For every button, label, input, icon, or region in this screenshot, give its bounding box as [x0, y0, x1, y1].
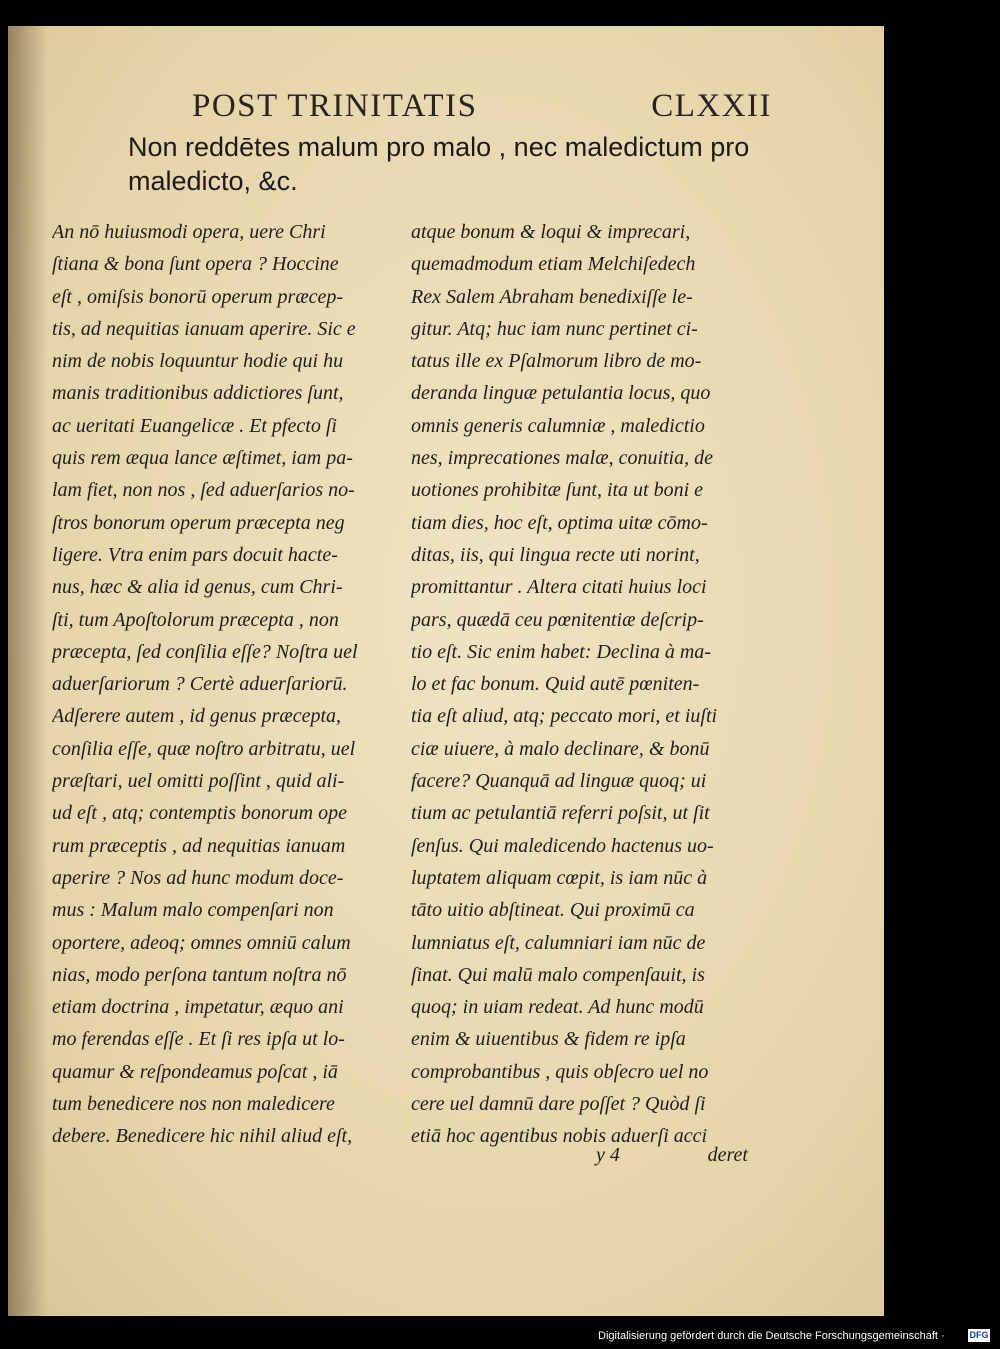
text-line: quis rem æqua lance æſtimet, iam pa- [52, 447, 353, 470]
text-line: nim de nobis loquuntur hodie qui hu [52, 350, 344, 373]
text-line: Rex Salem Abraham benedixiſſe le- [411, 285, 693, 308]
text-line: mo ferendas eſſe . Et ſi res ipſa ut lo- [52, 1028, 345, 1051]
text-line: tāto uitio abſtineat. Qui proximū ca [411, 899, 695, 922]
catchword: deret [707, 1144, 748, 1166]
text-line: cere uel damnū dare poſſet ? Quòd ſi [411, 1093, 706, 1116]
heading-line: maledicto, &c. [128, 166, 298, 196]
folio-number: CLXXII [651, 88, 772, 124]
text-line: aduerſariorum ? Certè aduerſariorū. [52, 673, 348, 696]
text-line: præſtari, uel omitti poſſint , quid ali- [52, 770, 345, 793]
dfg-logo: DFG [969, 1330, 989, 1340]
text-line: deranda linguæ petulantia locus, quo [411, 382, 711, 405]
text-line: ſtros bonorum operum præcepta neg [52, 511, 345, 534]
text-line: præcepta, ſed conſilia eſſe? Noſtra uel [52, 640, 358, 663]
text-line: uotiones prohibitæ ſunt, ita ut boni e [411, 479, 704, 502]
text-line: mus : Malum malo compenſari non [52, 899, 334, 922]
text-line: tiam dies, hoc eſt, optima uitæ cōmo- [411, 511, 708, 534]
text-line: rum præceptis , ad nequitias ianuam [52, 834, 346, 857]
text-line: tium ac petulantiā referri poſsit, ut ſit [411, 802, 710, 825]
text-line: tia eſt aliud, atq; peccato mori, et iuſti [411, 705, 718, 728]
text-line: comprobantibus , quis obſecro uel no [411, 1060, 709, 1083]
running-head [192, 88, 772, 128]
text-line: etiā hoc agentibus nobis aduerſi acci [411, 1125, 708, 1148]
text-line: enim & uiuentibus & fidem re ipſa [411, 1028, 686, 1051]
section-heading [128, 130, 768, 198]
book-page [8, 26, 884, 1316]
running-head-title: POST TRINITATIS [192, 88, 478, 124]
text-line: conſilia eſſe, quæ noſtro arbitratu, uel [52, 737, 356, 760]
text-line: tis, ad nequitias ianuam aperire. Sic e [52, 317, 356, 340]
text-line: Adſerere autem , id genus præcepta, [52, 705, 342, 728]
text-line: pars, quædā ceu pœnitentiæ deſcrip- [411, 608, 704, 631]
text-line: aperire ? Nos ad hunc modum doce- [52, 866, 344, 889]
text-line: lam fiet, non nos , ſed aduerſarios no- [52, 479, 355, 502]
left-column [52, 216, 404, 1153]
text-line: ſinat. Qui malū malo compenſauit, is [411, 963, 705, 986]
text-line: tatus ille ex Pſalmorum libro de mo- [411, 350, 702, 373]
text-line: lo et fac bonum. Quid autē pœniten- [411, 673, 700, 696]
signature-mark: y 4 [596, 1144, 620, 1166]
catchline [588, 1144, 758, 1176]
text-line: gitur. Atq; huc iam nunc pertinet ci- [411, 317, 698, 340]
text-line: ſenſus. Qui maledicendo hactenus uo- [411, 834, 714, 857]
text-line: facere? Quanquā ad linguæ quoq; ui [411, 770, 707, 793]
text-line: ſti, tum Apoſtolorum præcepta , non [52, 608, 339, 631]
text-line: etiam doctrina , impetatur, æquo ani [52, 996, 344, 1019]
text-line: ciæ uiuere, à malo declinare, & bonū [411, 737, 710, 760]
text-line: oportere, adeoq; omnes omniū calum [52, 931, 351, 954]
text-line: ud eſt , atq; contemptis bonorum ope [52, 802, 347, 825]
heading-line: Non reddētes malum pro malo , nec maledictum pro [128, 132, 750, 162]
text-line: debere. Benedicere hic nihil aliud eſt, [52, 1125, 353, 1148]
right-column [411, 216, 751, 1153]
text-line: atque bonum & loqui & imprecari, [411, 221, 691, 243]
text-line: ſtiana & bona ſunt opera ? Hoccine [52, 253, 339, 276]
text-line: ligere. Vtra enim pars docuit hacte- [52, 543, 338, 566]
text-line: ditas, iis, qui lingua recte uti norint, [411, 543, 700, 566]
text-line: quamur & reſpondeamus poſcat , iā [52, 1060, 338, 1083]
text-line: eſt , omiſsis bonorū operum præcep- [52, 285, 344, 308]
text-line: tum benedicere nos non maledicere [52, 1093, 335, 1116]
binding-shadow [8, 26, 48, 1316]
text-line: nus, hæc & alia id genus, cum Chri- [52, 576, 343, 599]
text-line: quemadmodum etiam Melchiſedech [411, 253, 696, 276]
text-line: lumniatus eſt, calumniari iam nūc de [411, 931, 706, 954]
text-line: promittantur . Altera citati huius loci [411, 576, 707, 599]
text-line: luptatem aliquam cœpit, is iam nūc à [411, 866, 708, 889]
digitization-credit: Digitalisierung gefördert durch die Deutsche Forschungsgemeinschaft · [598, 1330, 945, 1342]
text-line: nias, modo perſona tantum noſtra nō [52, 963, 347, 986]
text-line: omnis generis calumniæ , maledictio [411, 414, 705, 437]
text-line: manis traditionibus addictiores ſunt, [52, 382, 344, 405]
text-line: nes, imprecationes malæ, conuitia, de [411, 447, 713, 470]
text-line: An nō huiusmodi opera, uere Chri [52, 221, 326, 243]
text-line: ac ueritati Euangelicæ . Et pfecto ſi [52, 414, 337, 437]
text-line: quoq; in uiam redeat. Ad hunc modū [411, 996, 704, 1019]
text-line: tio eſt. Sic enim habet: Declina à ma- [411, 640, 711, 663]
